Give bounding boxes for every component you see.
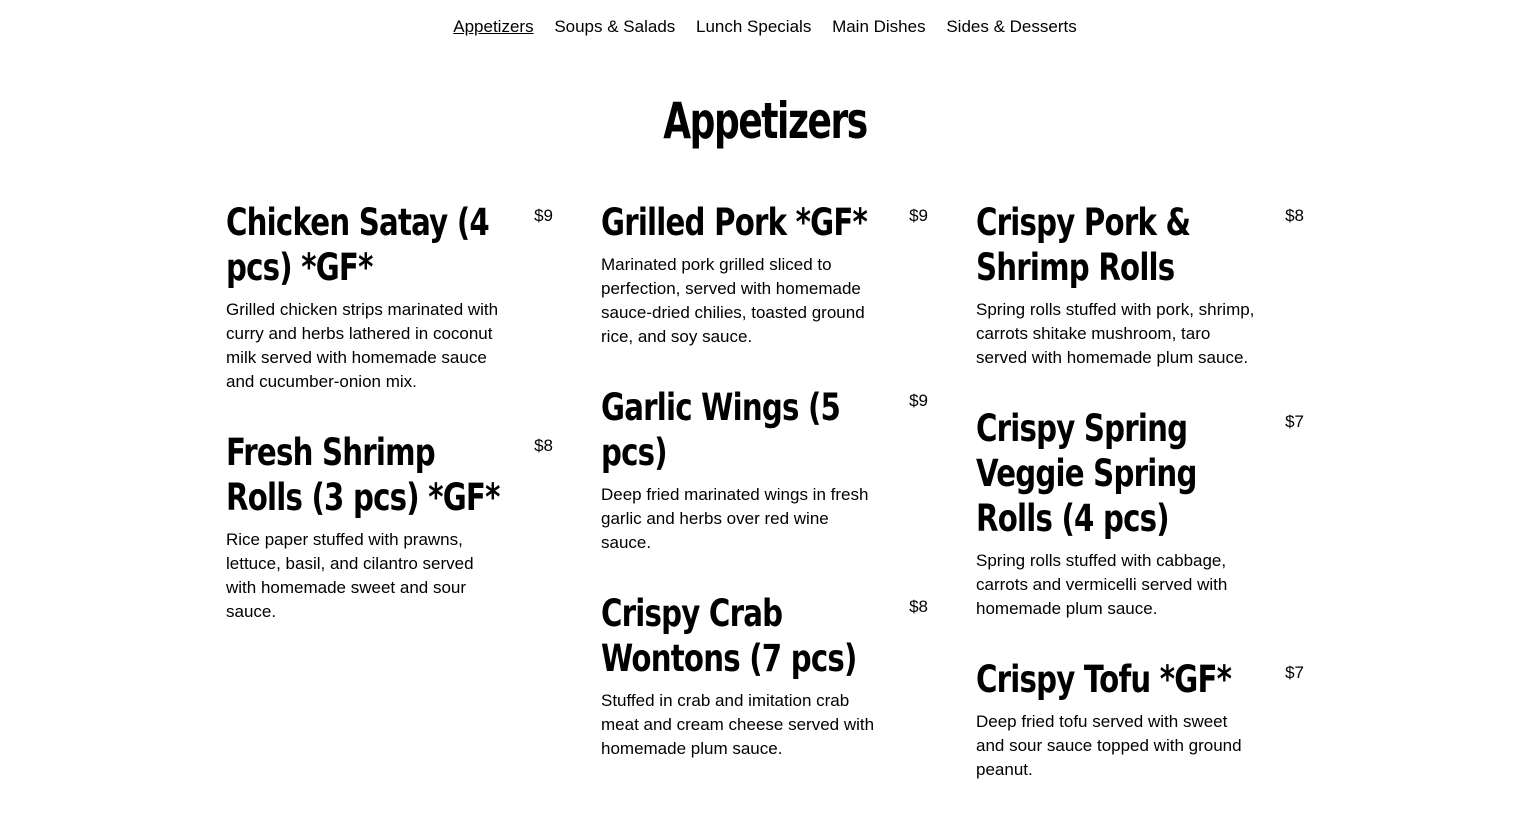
nav-link-appetizers[interactable]: Appetizers (453, 17, 534, 36)
menu-item-description: Rice paper stuffed with prawns, lettuce, basil, and cilantro served with homemade sweet and sour sauce. (226, 530, 474, 621)
page-title: Appetizers (663, 92, 867, 150)
menu-item-description: Spring rolls stuffed with cabbage, carrots and vermicelli served with homemade plum sauce. (976, 551, 1228, 618)
menu-item (976, 657, 1304, 782)
menu-item (601, 591, 928, 761)
menu-item (601, 200, 928, 349)
nav-link-lunch-specials[interactable]: Lunch Specials (696, 17, 812, 36)
menu-item-description: Marinated pork grilled sliced to perfection, served with homemade sauce-dried chilies, toasted ground rice, and soy sauce. (601, 255, 865, 346)
menu-item-name: Grilled Pork *GF* (601, 201, 868, 244)
nav-link-soups-salads[interactable]: Soups & Salads (554, 17, 676, 36)
menu-item-name: Crispy Pork & Shrimp Rolls (976, 201, 1191, 289)
nav-link-main-dishes[interactable]: Main Dishes (832, 17, 926, 36)
menu-item-description: Spring rolls stuffed with pork, shrimp, carrots shitake mushroom, taro served with homemade plum sauce. (976, 300, 1255, 367)
menu-item-price: $9 (909, 206, 928, 225)
menu-item-name: Fresh Shrimp Rolls (3 pcs) *GF* (226, 431, 500, 519)
menu-column-2 (601, 200, 928, 797)
menu-item-name: Crispy Tofu *GF* (976, 658, 1232, 701)
menu-item-name: Chicken Satay (4 pcs) *GF* (226, 201, 489, 289)
menu-item (226, 200, 553, 394)
menu-item-price: $8 (534, 436, 553, 455)
menu-item-header (601, 591, 928, 681)
menu-item-description: Deep fried marinated wings in fresh garlic and herbs over red wine sauce. (601, 485, 869, 552)
category-nav (0, 16, 1530, 38)
menu-item (976, 406, 1304, 621)
menu-item-price: $7 (1285, 412, 1304, 431)
menu-item-name: Crispy Spring Veggie Spring Rolls (4 pcs) (976, 407, 1197, 540)
menu-item-description: Deep fried tofu served with sweet and sour sauce topped with ground peanut. (976, 712, 1242, 779)
menu-item (226, 430, 553, 624)
menu-item-description: Grilled chicken strips marinated with curry and herbs lathered in coconut milk served with homemade sauce and cucumber-onion mix. (226, 300, 499, 391)
menu-item-header (226, 200, 553, 290)
menu-item (601, 385, 928, 555)
nav-link-sides-desserts[interactable]: Sides & Desserts (946, 17, 1077, 36)
menu-item-price: $8 (909, 597, 928, 616)
menu-item-header (976, 406, 1304, 541)
menu-item-price: $9 (909, 391, 928, 410)
menu-item (976, 200, 1304, 370)
menu-item-price: $8 (1285, 206, 1304, 225)
menu-item-price: $9 (534, 206, 553, 225)
menu-item-header (976, 657, 1304, 702)
menu-item-name: Garlic Wings (5 pcs) (601, 386, 841, 474)
menu-item-header (601, 200, 928, 245)
menu-item-header (976, 200, 1304, 290)
menu-item-name: Crispy Crab Wontons (7 pcs) (601, 592, 857, 680)
menu-item-header (601, 385, 928, 475)
menu-column-1 (226, 200, 553, 660)
menu-item-price: $7 (1285, 663, 1304, 682)
menu-item-header (226, 430, 553, 520)
menu-item-description: Stuffed in crab and imitation crab meat and cream cheese served with homemade plum sauce. (601, 691, 875, 758)
menu-column-3 (976, 200, 1304, 818)
